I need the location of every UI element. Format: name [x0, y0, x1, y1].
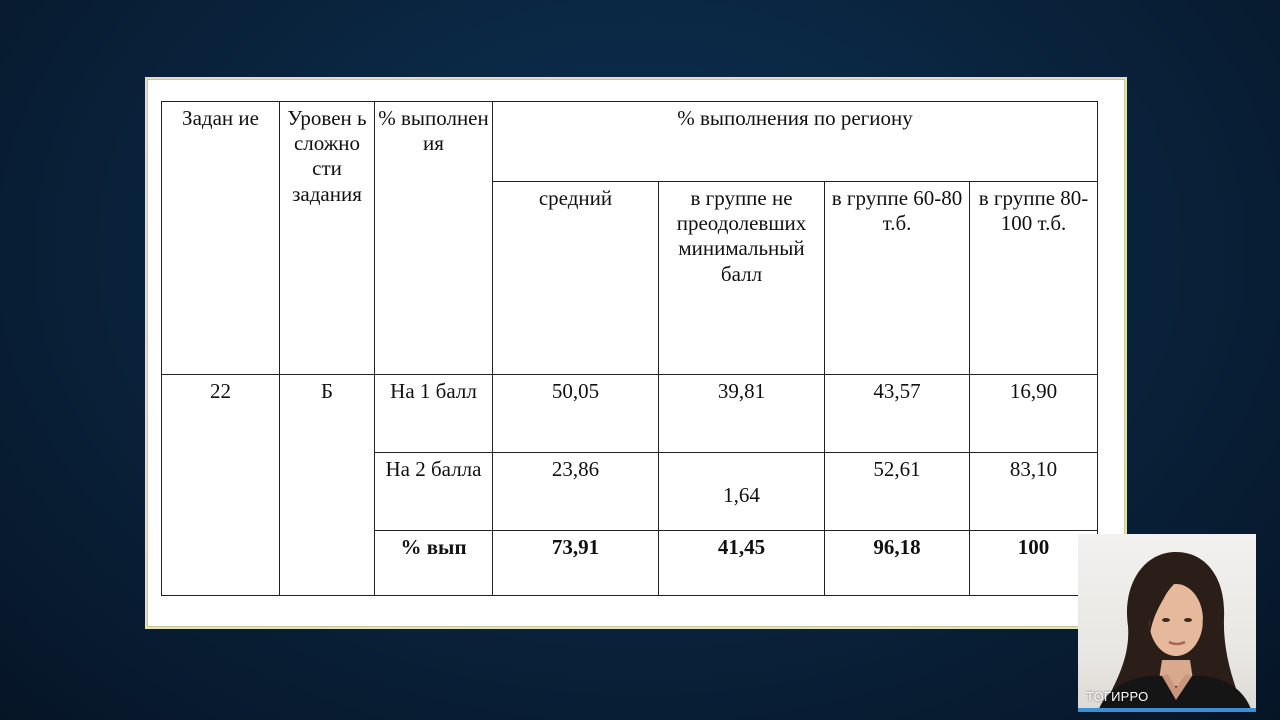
score-2-below-minimum-cell [659, 453, 825, 531]
header-completion-percent: % выполнен ия [375, 102, 493, 375]
video-caption: ТОГИРРО [1086, 689, 1149, 704]
header-group-60-80: в группе 60-80 т.б. [825, 182, 970, 375]
score-2-group-60-80: 52,61 [825, 453, 970, 531]
header-average: средний [493, 182, 659, 375]
difficulty-level-cell: Б [280, 375, 375, 596]
score-2-average: 23,86 [493, 453, 659, 531]
score-1-below-minimum: 39,81 [659, 375, 825, 453]
total-group-60-80: 96,18 [825, 531, 970, 596]
total-group-80-100: 100 [970, 531, 1098, 596]
score-2-label: На 2 балла [375, 453, 493, 531]
score-1-group-80-100: 16,90 [970, 375, 1098, 453]
score-1-group-60-80: 43,57 [825, 375, 970, 453]
header-region-completion: % выполнения по региону [493, 102, 1098, 182]
header-task: Задан ие [162, 102, 280, 375]
task-number-cell: 22 [162, 375, 280, 596]
results-table-container [161, 101, 1097, 595]
score-1-average: 50,05 [493, 375, 659, 453]
header-below-minimum-group: в группе не преодолевших минимальный балл [659, 182, 825, 375]
header-group-80-100: в группе 80-100 т.б. [970, 182, 1098, 375]
video-progress-bar [1078, 708, 1256, 712]
results-table [161, 101, 1098, 596]
score-1-label: На 1 балл [375, 375, 493, 453]
presentation-slide [145, 77, 1127, 629]
score-2-below-minimum: 1,64 [723, 483, 760, 507]
total-label: % вып [375, 531, 493, 596]
presenter-image [1078, 534, 1256, 712]
header-difficulty-level: Уровен ь сложно сти задания [280, 102, 375, 375]
presenter-video[interactable] [1078, 534, 1256, 712]
total-below-minimum: 41,45 [659, 531, 825, 596]
score-2-group-80-100: 83,10 [970, 453, 1098, 531]
total-average: 73,91 [493, 531, 659, 596]
